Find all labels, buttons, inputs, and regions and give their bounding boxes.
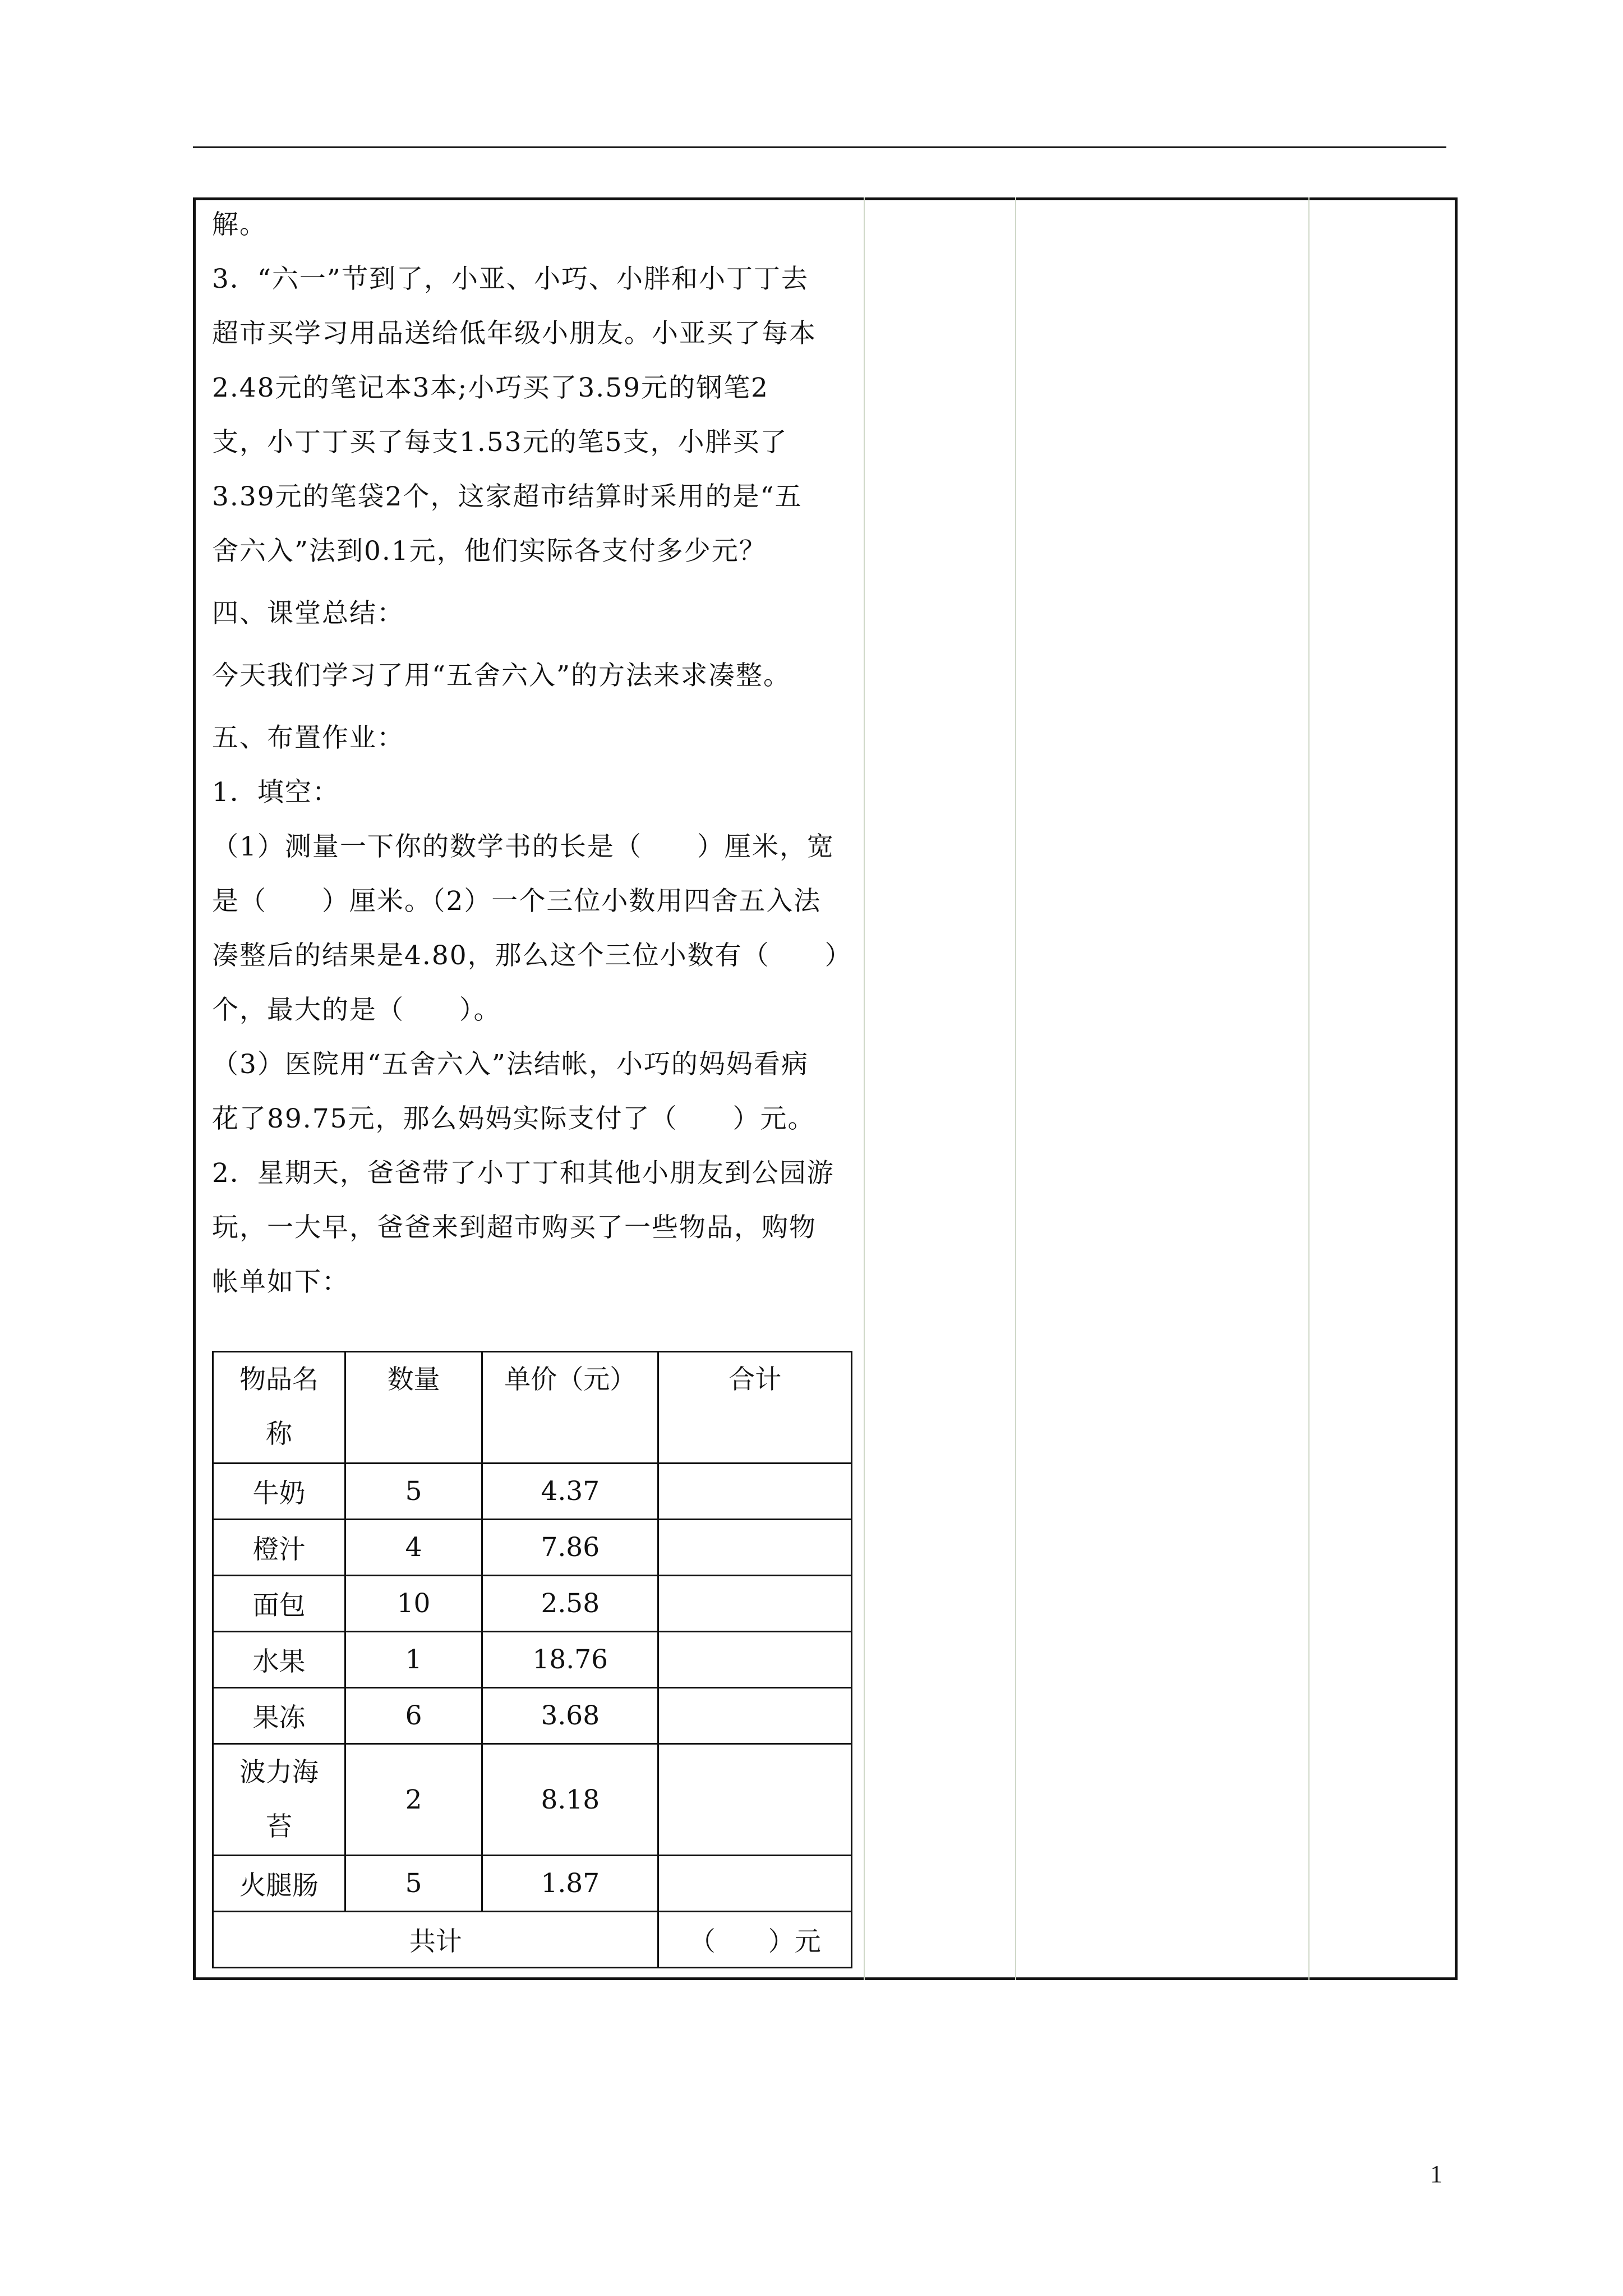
header-quantity-label: 数量	[387, 1364, 440, 1395]
header-total-label: 合计	[728, 1364, 782, 1395]
header-item-name-line2: 称	[266, 1419, 293, 1450]
text-line: 2.48元的笔记本3本;小巧买了3.59元的钢笔2	[212, 372, 769, 403]
item-price: 1.87	[482, 1856, 658, 1912]
item-quantity: 5	[345, 1856, 482, 1912]
header-total	[658, 1352, 852, 1464]
item-price: 3.68	[482, 1688, 658, 1744]
table-row	[213, 1464, 852, 1520]
item-total	[658, 1464, 852, 1520]
item-name: 橙汁	[213, 1520, 345, 1576]
text-line: （1）测量一下你的数学书的长是（ ）厘米，宽	[212, 831, 834, 862]
column-divider-1	[864, 197, 865, 1980]
text-line: 玩，一大早，爸爸来到超市购买了一些物品，购物	[212, 1212, 817, 1243]
section-heading: 五、布置作业：	[212, 723, 404, 753]
item-quantity: 10	[345, 1576, 482, 1632]
text-line: 解。	[212, 209, 267, 240]
column-divider-2	[1015, 197, 1016, 1980]
item-quantity: 6	[345, 1688, 482, 1744]
page-number: 1	[1430, 2160, 1442, 2188]
text-line: 个，最大的是（ ）。	[212, 995, 501, 1025]
item-total	[658, 1744, 852, 1856]
section-heading: 四、课堂总结：	[212, 598, 404, 629]
item-total	[658, 1856, 852, 1912]
header-item-name-line1: 物品名	[239, 1364, 319, 1395]
item-price: 4.37	[482, 1464, 658, 1520]
sum-value: （ ）元	[658, 1912, 852, 1968]
table-row	[213, 1688, 852, 1744]
item-name: 火腿肠	[213, 1856, 345, 1912]
item-name: 面包	[213, 1576, 345, 1632]
table-row	[213, 1744, 852, 1856]
item-price: 18.76	[482, 1632, 658, 1688]
item-name: 水果	[213, 1632, 345, 1688]
header-item-name	[213, 1352, 345, 1464]
header-unit-price-label: 单价（元）	[504, 1364, 637, 1395]
text-line: 3．“六一”节到了，小亚、小巧、小胖和小丁丁去	[212, 264, 809, 295]
text-line: 今天我们学习了用“五舍六入”的方法来求凑整。	[212, 660, 791, 691]
header-quantity	[345, 1352, 482, 1464]
header-unit-price	[482, 1352, 658, 1464]
text-line: 舍六入”法到0.1元，他们实际各支付多少元？	[212, 536, 767, 567]
item-price: 8.18	[482, 1744, 658, 1856]
text-line: （3）医院用“五舍六入”法结帐，小巧的妈妈看病	[212, 1049, 809, 1080]
table-header-row	[213, 1352, 852, 1464]
text-line: 1．填空：	[212, 777, 340, 808]
item-total	[658, 1632, 852, 1688]
text-line: 凑整后的结果是4.80，那么这个三位小数有（ ）	[212, 940, 852, 971]
item-name	[213, 1744, 345, 1856]
table-row	[213, 1632, 852, 1688]
item-quantity: 2	[345, 1744, 482, 1856]
table-sum-row	[213, 1912, 852, 1968]
item-price: 2.58	[482, 1576, 658, 1632]
shopping-bill-table	[212, 1351, 852, 1968]
item-quantity: 4	[345, 1520, 482, 1576]
item-name: 牛奶	[213, 1464, 345, 1520]
item-total	[658, 1520, 852, 1576]
text-line: 是（ ）厘米。（2）一个三位小数用四舍五入法	[212, 886, 822, 917]
text-line: 3.39元的笔袋2个，这家超市结算时采用的是“五	[212, 481, 803, 512]
header-rule	[193, 146, 1446, 148]
item-name-line1: 波力海	[239, 1757, 319, 1788]
item-total	[658, 1576, 852, 1632]
item-name: 果冻	[213, 1688, 345, 1744]
item-name-line2: 苔	[266, 1811, 293, 1842]
lesson-content	[212, 197, 863, 1309]
sum-label: 共计	[213, 1912, 658, 1968]
text-line: 花了89.75元，那么妈妈实际支付了（ ）元。	[212, 1103, 815, 1134]
item-quantity: 5	[345, 1464, 482, 1520]
item-quantity: 1	[345, 1632, 482, 1688]
table-row	[213, 1576, 852, 1632]
table-row	[213, 1520, 852, 1576]
text-line: 2．星期天，爸爸带了小丁丁和其他小朋友到公园游	[212, 1158, 834, 1189]
text-line: 帐单如下：	[212, 1267, 349, 1297]
item-total	[658, 1688, 852, 1744]
table-row	[213, 1856, 852, 1912]
column-divider-3	[1308, 197, 1310, 1980]
item-price: 7.86	[482, 1520, 658, 1576]
text-line: 超市买学习用品送给低年级小朋友。小亚买了每本	[212, 318, 817, 349]
text-line: 支，小丁丁买了每支1.53元的笔5支，小胖买了	[212, 427, 788, 458]
